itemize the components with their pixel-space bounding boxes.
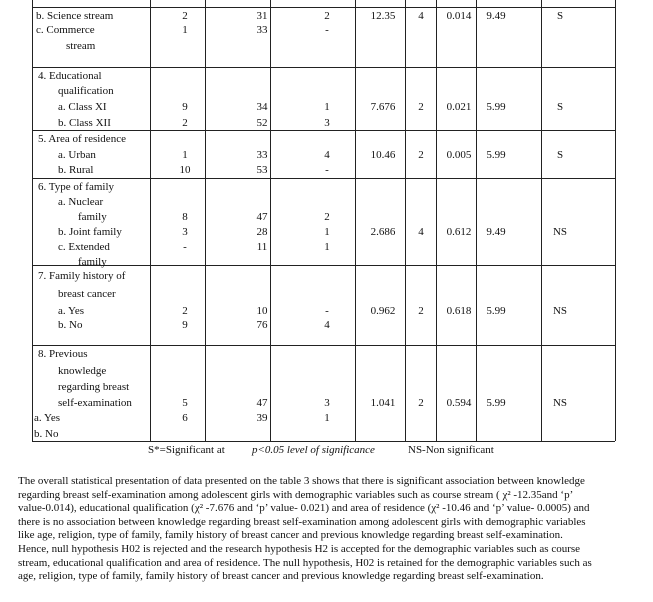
cell-f2: 31 bbox=[256, 10, 268, 22]
cell-p: 0.005 bbox=[446, 149, 472, 161]
cell-chi: 2.686 bbox=[370, 226, 396, 238]
cell-f3: 3 bbox=[324, 117, 330, 129]
cell-f1: - bbox=[183, 241, 187, 253]
cell-df: 2 bbox=[418, 149, 424, 161]
table-rule bbox=[32, 178, 615, 179]
paragraph-line: The overall statistical presentation of data presented on the table 3 shows that there is significant association between knowledge bbox=[18, 475, 585, 487]
row-label: stream bbox=[66, 40, 96, 52]
cell-p: 0.618 bbox=[446, 305, 472, 317]
cell-f2: 52 bbox=[256, 117, 268, 129]
cell-f3: 3 bbox=[324, 397, 330, 409]
table-rule bbox=[32, 130, 615, 131]
cell-inf: S bbox=[556, 101, 564, 113]
cell-f2: 11 bbox=[256, 241, 268, 253]
table-column-rule bbox=[405, 0, 406, 441]
cell-f1: 9 bbox=[182, 101, 188, 113]
row-label: a. Yes bbox=[58, 305, 84, 317]
hypothesis-paragraph bbox=[18, 543, 638, 584]
cell-inf: NS bbox=[552, 305, 568, 317]
row-label: 6. Type of family bbox=[38, 181, 115, 193]
cell-f1: 8 bbox=[182, 211, 188, 223]
table-column-rule bbox=[436, 0, 437, 441]
table-column-rule bbox=[541, 0, 542, 441]
cell-f3: 1 bbox=[324, 241, 330, 253]
cell-f3: - bbox=[325, 164, 329, 176]
row-label: c. Extended bbox=[58, 241, 110, 253]
row-label: family bbox=[78, 211, 107, 223]
cell-tv: 5.99 bbox=[486, 149, 506, 161]
table-column-rule bbox=[32, 0, 33, 441]
cell-f1: 1 bbox=[182, 149, 188, 161]
cell-f2: 33 bbox=[256, 149, 268, 161]
row-label: b. Rural bbox=[58, 164, 94, 176]
cell-f3: 4 bbox=[324, 319, 330, 331]
row-label: a. Class XI bbox=[58, 101, 107, 113]
cell-f1: 6 bbox=[182, 412, 188, 424]
footnote-nonsignificant: NS-Non significant bbox=[408, 444, 494, 456]
cell-chi: 10.46 bbox=[370, 149, 396, 161]
cell-tv: 9.49 bbox=[486, 10, 506, 22]
paragraph-line: there is no association between knowledge regarding breast self-examination among adolescent girls with demographic variables bbox=[18, 515, 586, 528]
cell-f2: 47 bbox=[256, 211, 268, 223]
row-label: qualification bbox=[58, 85, 114, 97]
table-rule bbox=[32, 265, 615, 266]
row-label: a. Yes bbox=[34, 412, 60, 424]
cell-df: 4 bbox=[418, 226, 424, 238]
footnote-significant: S*=Significant at bbox=[148, 444, 225, 456]
cell-f2: 33 bbox=[256, 24, 268, 36]
row-label: knowledge bbox=[58, 365, 107, 377]
row-label: a. Urban bbox=[58, 149, 96, 161]
row-label: family bbox=[78, 256, 107, 268]
cell-f2: 47 bbox=[256, 397, 268, 409]
cell-f3: 1 bbox=[324, 101, 330, 113]
table-column-rule bbox=[150, 0, 151, 441]
row-label: self-examination bbox=[58, 397, 132, 409]
cell-inf: NS bbox=[552, 397, 568, 409]
table-column-rule bbox=[615, 0, 616, 441]
paragraph-line: Hence, null hypothesis H02 is rejected and the research hypothesis H2 is accepted for the demographic variables such as course bbox=[18, 543, 581, 555]
cell-df: 2 bbox=[418, 305, 424, 317]
cell-tv: 9.49 bbox=[486, 226, 506, 238]
cell-f3: 2 bbox=[324, 10, 330, 22]
row-label: b. No bbox=[34, 428, 59, 440]
cell-f1: 2 bbox=[182, 10, 188, 22]
cell-f3: - bbox=[325, 24, 329, 36]
table-rule bbox=[32, 67, 615, 68]
row-label: b. Science stream bbox=[36, 10, 114, 22]
cell-f1: 5 bbox=[182, 397, 188, 409]
cell-tv: 5.99 bbox=[486, 397, 506, 409]
cell-f1: 3 bbox=[182, 226, 188, 238]
paragraph-line: value-0.014), educational qualification (χ² -7.676 and ‘p’ value- 0.021) and area of residence (χ² -10.46 and ‘p’ value- 0.0005) and bbox=[18, 502, 590, 514]
cell-p: 0.014 bbox=[446, 10, 472, 22]
cell-df: 2 bbox=[418, 397, 424, 409]
cell-inf: S bbox=[556, 149, 564, 161]
cell-f3: 4 bbox=[324, 149, 330, 161]
cell-inf: NS bbox=[552, 226, 568, 238]
cell-df: 2 bbox=[418, 101, 424, 113]
cell-f3: 2 bbox=[324, 211, 330, 223]
cell-f3: 1 bbox=[324, 412, 330, 424]
cell-f2: 53 bbox=[256, 164, 268, 176]
paragraph-line: age, religion, type of family, family history of breast cancer and previous knowledge regarding breast self-examination. bbox=[18, 570, 544, 582]
cell-f1: 9 bbox=[182, 319, 188, 331]
row-label: c. Commerce bbox=[36, 24, 95, 36]
cell-f2: 10 bbox=[256, 305, 268, 317]
paragraph-line: stream, educational qualification and area of residence. The null hypothesis, H02 is retained for the demographic variables such as bbox=[18, 556, 592, 569]
cell-f2: 76 bbox=[256, 319, 268, 331]
table-rule bbox=[32, 345, 615, 346]
footnote-level: p<0.05 level of significance bbox=[252, 444, 375, 456]
cell-tv: 5.99 bbox=[486, 101, 506, 113]
cell-f2: 34 bbox=[256, 101, 268, 113]
row-label: breast cancer bbox=[58, 288, 116, 300]
cell-p: 0.612 bbox=[446, 226, 472, 238]
cell-chi: 0.962 bbox=[370, 305, 396, 317]
table-rule bbox=[32, 7, 615, 8]
paragraph-line: like age, religion, type of family, family history of breast cancer and previous knowledge regarding breast self-examination. bbox=[18, 529, 563, 541]
row-label: 8. Previous bbox=[38, 348, 88, 360]
cell-inf: S bbox=[556, 10, 564, 22]
row-label: b. Class XII bbox=[58, 117, 111, 129]
row-label: 5. Area of residence bbox=[38, 133, 126, 145]
cell-f3: - bbox=[325, 305, 329, 317]
cell-df: 4 bbox=[418, 10, 424, 22]
row-label: b. Joint family bbox=[58, 226, 122, 238]
cell-tv: 5.99 bbox=[486, 305, 506, 317]
row-label: a. Nuclear bbox=[58, 196, 104, 208]
row-label: regarding breast bbox=[58, 381, 130, 393]
paragraph-line: regarding breast self-examination among adolescent girls with demographic variables such as course stream ( χ² -12.35and ‘p’ bbox=[18, 488, 574, 501]
cell-f2: 39 bbox=[256, 412, 268, 424]
cell-f1: 10 bbox=[179, 164, 191, 176]
results-paragraph bbox=[18, 475, 638, 543]
cell-f3: 1 bbox=[324, 226, 330, 238]
cell-chi: 12.35 bbox=[370, 10, 396, 22]
cell-f1: 2 bbox=[182, 305, 188, 317]
row-label: 4. Educational bbox=[38, 70, 102, 82]
cell-p: 0.594 bbox=[446, 397, 472, 409]
cell-chi: 7.676 bbox=[370, 101, 396, 113]
row-label: 7. Family history of bbox=[38, 270, 126, 282]
cell-p: 0.021 bbox=[446, 101, 472, 113]
table-column-rule bbox=[476, 0, 477, 441]
cell-f1: 2 bbox=[182, 117, 188, 129]
table-rule bbox=[32, 441, 615, 442]
cell-f2: 28 bbox=[256, 226, 268, 238]
cell-chi: 1.041 bbox=[370, 397, 396, 409]
cell-f1: 1 bbox=[182, 24, 188, 36]
row-label: b. No bbox=[58, 319, 83, 331]
